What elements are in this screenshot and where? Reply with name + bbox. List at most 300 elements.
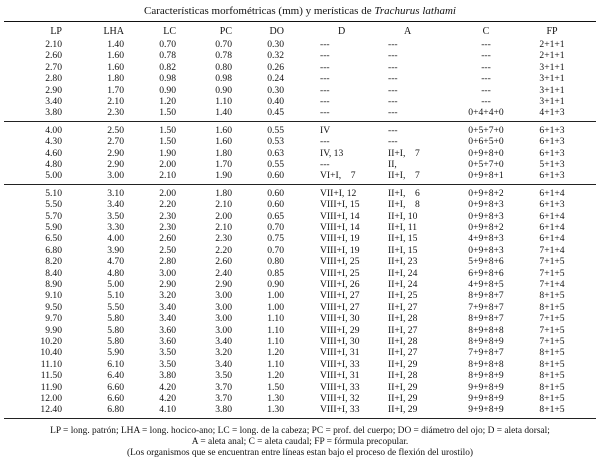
cell-lha: 1.40	[107, 39, 124, 50]
table-row	[0, 325, 600, 336]
table-row	[0, 290, 600, 301]
table-row	[0, 199, 600, 210]
cell-do: 0.60	[267, 187, 284, 199]
cell-c: 0+9+8+0	[468, 147, 504, 159]
cell-a: II+I, 28	[388, 313, 418, 325]
cell-do: 0.60	[267, 199, 284, 211]
cell-c: 0+6+5+0	[468, 136, 504, 148]
cell-pc: 1.60	[215, 124, 232, 136]
cell-lha: 6.60	[107, 393, 124, 404]
cell-lc: 0.82	[159, 61, 176, 73]
cell-lp: 10.40	[40, 347, 62, 359]
table-row	[0, 347, 600, 358]
cell-c: ---	[481, 96, 491, 107]
cell-lp: 4.00	[45, 124, 62, 136]
cell-do: 0.30	[267, 39, 284, 50]
header-d: D	[338, 26, 346, 37]
cell-lp: 5.00	[45, 170, 62, 182]
cell-c: 0+4+4+0	[468, 107, 504, 119]
table-row	[0, 313, 600, 324]
cell-lp: 6.50	[45, 233, 62, 245]
cell-a: II+I, 29	[388, 381, 418, 393]
group-separator-rule	[4, 184, 596, 185]
cell-d: ---	[320, 136, 330, 148]
cell-pc: 3.00	[215, 313, 232, 325]
cell-d: VI+I, 7	[320, 170, 356, 182]
cell-fp: 3+1+1	[539, 73, 565, 85]
cell-lp: 2.90	[45, 84, 62, 96]
cell-lha: 1.70	[107, 84, 124, 96]
cell-do: 0.60	[267, 170, 284, 182]
cell-lha: 2.90	[107, 159, 124, 170]
cell-pc: 3.40	[215, 336, 232, 347]
cell-fp: 8+1+5	[539, 358, 565, 370]
cell-d: VIII+I, 31	[320, 370, 360, 382]
cell-pc: 3.20	[215, 347, 232, 359]
cell-do: 0.75	[267, 233, 284, 245]
cell-c: 8+9+8+8	[468, 358, 504, 370]
cell-lp: 4.60	[45, 147, 62, 159]
cell-lc: 3.80	[159, 370, 176, 382]
cell-a: II+I, 24	[388, 267, 418, 279]
cell-lc: 2.00	[159, 187, 176, 199]
cell-lha: 2.30	[107, 107, 124, 119]
header-do: DO	[269, 26, 284, 37]
cell-pc: 1.80	[215, 187, 232, 199]
cell-lc: 4.20	[159, 393, 176, 404]
cell-do: 0.80	[267, 256, 284, 268]
cell-lha: 6.60	[107, 381, 124, 393]
table-row	[0, 233, 600, 244]
table-row	[0, 382, 600, 393]
cell-fp: 7+1+4	[539, 279, 565, 290]
cell-lha: 5.90	[107, 347, 124, 359]
cell-lp: 2.80	[45, 73, 62, 85]
table-row	[0, 268, 600, 279]
header-a: A	[404, 26, 412, 37]
cell-pc: 0.78	[215, 50, 232, 62]
cell-do: 0.53	[267, 136, 284, 148]
cell-fp: 6+1+4	[539, 210, 565, 222]
cell-a: ---	[388, 39, 398, 50]
cell-pc: 2.40	[215, 267, 232, 279]
cell-c: 7+9+8+7	[468, 301, 504, 313]
cell-lha: 2.50	[107, 124, 124, 136]
cell-pc: 0.90	[215, 84, 232, 96]
cell-do: 1.10	[267, 358, 284, 370]
cell-lc: 2.60	[159, 233, 176, 245]
cell-fp: 2+1+1	[539, 50, 565, 62]
cell-pc: 2.10	[215, 222, 232, 233]
cell-lc: 4.20	[159, 381, 176, 393]
cell-d: VIII+I, 32	[320, 393, 360, 404]
cell-d: VIII+I, 19	[320, 244, 360, 256]
cell-lp: 9.70	[45, 313, 62, 325]
header-lha: LHA	[103, 26, 124, 37]
cell-d: VIII+I, 26	[320, 279, 360, 290]
cell-fp: 6+1+4	[539, 233, 565, 245]
cell-c: 0+5+7+0	[468, 159, 504, 170]
cell-a: II+I, 27	[388, 347, 418, 359]
table-row	[0, 256, 600, 267]
cell-pc: 1.70	[215, 159, 232, 170]
cell-lc: 0.90	[159, 84, 176, 96]
cell-do: 0.90	[267, 279, 284, 290]
cell-lc: 1.90	[159, 147, 176, 159]
cell-d: VII+I, 12	[320, 187, 357, 199]
cell-pc: 2.00	[215, 210, 232, 222]
cell-lp: 5.50	[45, 199, 62, 211]
cell-fp: 6+1+4	[539, 222, 565, 233]
cell-fp: 7+1+5	[539, 313, 565, 325]
cell-do: 0.70	[267, 244, 284, 256]
cell-pc: 1.10	[215, 96, 232, 107]
cell-lp: 4.30	[45, 136, 62, 148]
table-row	[0, 39, 600, 50]
species-name: Trachurus lathami	[374, 5, 456, 17]
table-row	[0, 85, 600, 96]
cell-c: 8+9+8+9	[468, 336, 504, 347]
cell-d: VIII+I, 25	[320, 256, 360, 268]
cell-lp: 11.10	[40, 358, 62, 370]
cell-lc: 4.10	[159, 404, 176, 416]
cell-lc: 3.00	[159, 267, 176, 279]
cell-do: 0.63	[267, 147, 284, 159]
cell-lha: 6.40	[107, 370, 124, 382]
table-row	[0, 62, 600, 73]
cell-lha: 4.00	[107, 233, 124, 245]
cell-lc: 2.10	[159, 170, 176, 182]
cell-a: ---	[388, 84, 398, 96]
cell-a: II+I, 7	[388, 147, 420, 159]
cell-a: II+I, 11	[388, 222, 418, 233]
cell-lc: 3.40	[159, 313, 176, 325]
cell-d: VIII+I, 14	[320, 222, 360, 233]
cell-c: 7+9+8+7	[468, 347, 504, 359]
cell-lha: 3.10	[107, 187, 124, 199]
cell-lp: 10.20	[40, 336, 62, 347]
table-row	[0, 107, 600, 118]
cell-fp: 8+1+5	[539, 381, 565, 393]
table-row	[0, 50, 600, 61]
table-row	[0, 404, 600, 415]
cell-lha: 3.50	[107, 210, 124, 222]
cell-pc: 2.10	[215, 199, 232, 211]
cell-pc: 3.00	[215, 290, 232, 302]
cell-pc: 2.20	[215, 244, 232, 256]
cell-a: II+I, 29	[388, 393, 418, 404]
cell-lp: 4.80	[45, 159, 62, 170]
cell-lp: 5.10	[45, 187, 62, 199]
cell-lc: 3.50	[159, 358, 176, 370]
cell-a: II,	[388, 159, 397, 170]
cell-lc: 2.30	[159, 222, 176, 233]
cell-d: VIII+I, 33	[320, 381, 360, 393]
cell-a: ---	[388, 61, 398, 73]
cell-d: VIII+I, 27	[320, 301, 360, 313]
cell-c: 9+9+8+9	[468, 404, 504, 416]
cell-d: IV	[320, 124, 331, 136]
cell-lp: 8.20	[45, 256, 62, 268]
cell-lp: 3.80	[45, 107, 62, 119]
header-fp: FP	[546, 26, 558, 37]
cell-lha: 2.10	[107, 96, 124, 107]
cell-pc: 3.70	[215, 381, 232, 393]
cell-lp: 5.90	[45, 222, 62, 233]
cell-lha: 6.80	[107, 404, 124, 416]
cell-do: 0.40	[267, 96, 284, 107]
header-lp: LP	[50, 26, 62, 37]
cell-fp: 8+1+5	[539, 347, 565, 359]
cell-do: 1.30	[267, 393, 284, 404]
cell-lp: 3.40	[45, 96, 62, 107]
table-row	[0, 370, 600, 381]
cell-lc: 2.50	[159, 244, 176, 256]
cell-lp: 12.00	[40, 393, 62, 404]
header-c: C	[482, 26, 490, 37]
cell-a: ---	[388, 136, 398, 148]
cell-fp: 6+1+3	[539, 136, 565, 148]
table-row	[0, 359, 600, 370]
cell-c: ---	[481, 73, 491, 85]
group-separator-rule	[4, 121, 596, 122]
table-row	[0, 188, 600, 199]
cell-c: ---	[481, 61, 491, 73]
cell-lha: 1.60	[107, 50, 124, 62]
cell-lc: 2.20	[159, 199, 176, 211]
cell-a: II+I, 28	[388, 370, 418, 382]
cell-c: 9+9+8+9	[468, 393, 504, 404]
cell-do: 1.20	[267, 347, 284, 359]
cell-d: ---	[320, 39, 330, 50]
cell-fp: 7+1+5	[539, 324, 565, 336]
cell-lc: 0.98	[159, 73, 176, 85]
cell-pc: 2.30	[215, 233, 232, 245]
cell-lha: 4.70	[107, 256, 124, 268]
cell-a: II+I, 27	[388, 324, 418, 336]
cell-d: IV, 13	[320, 147, 344, 159]
cell-lp: 6.80	[45, 244, 62, 256]
cell-fp: 7+1+4	[539, 244, 565, 256]
cell-lp: 11.90	[40, 381, 62, 393]
table-row	[0, 73, 600, 84]
cell-a: ---	[388, 73, 398, 85]
cell-c: 0+9+8+3	[468, 244, 504, 256]
cell-lp: 2.10	[45, 39, 62, 50]
cell-c: 4+9+8+5	[468, 279, 504, 290]
cell-pc: 3.50	[215, 370, 232, 382]
cell-pc: 1.40	[215, 107, 232, 119]
cell-lp: 9.90	[45, 324, 62, 336]
cell-c: 0+9+8+1	[468, 170, 504, 182]
cell-a: ---	[388, 124, 398, 136]
cell-lc: 2.80	[159, 256, 176, 268]
cell-d: VIII+I, 15	[320, 199, 360, 211]
cell-pc: 1.90	[215, 170, 232, 182]
cell-fp: 6+1+3	[539, 170, 565, 182]
table-row	[0, 336, 600, 347]
cell-a: II+I, 24	[388, 279, 418, 290]
footnote-line: (Los organismos que se encuentran entre líneas estan bajo el proceso de flexión del urostilo)	[126, 447, 474, 458]
cell-lha: 5.80	[107, 336, 124, 347]
table-row	[0, 170, 600, 181]
cell-d: VIII+I, 30	[320, 313, 360, 325]
table-row	[0, 222, 600, 233]
cell-a: II+I, 27	[388, 301, 418, 313]
table-row	[0, 125, 600, 136]
cell-lha: 4.80	[107, 267, 124, 279]
cell-lp: 12.40	[40, 404, 62, 416]
cell-do: 1.30	[267, 404, 284, 416]
cell-do: 0.24	[267, 73, 284, 85]
cell-a: ---	[388, 107, 398, 119]
cell-lp: 2.60	[45, 50, 62, 62]
cell-lc: 2.00	[159, 159, 176, 170]
cell-lha: 1.60	[107, 61, 124, 73]
cell-pc: 3.40	[215, 358, 232, 370]
cell-do: 0.65	[267, 210, 284, 222]
cell-lc: 1.50	[159, 107, 176, 119]
table-row	[0, 148, 600, 159]
cell-pc: 0.70	[215, 39, 232, 50]
cell-d: VIII+I, 14	[320, 210, 360, 222]
cell-lha: 2.70	[107, 136, 124, 148]
cell-c: 8+9+8+9	[468, 370, 504, 382]
cell-a: II+I, 8	[388, 199, 420, 211]
cell-fp: 7+1+5	[539, 256, 565, 268]
cell-lp: 8.40	[45, 267, 62, 279]
cell-fp: 5+1+3	[539, 159, 565, 170]
cell-do: 1.10	[267, 324, 284, 336]
table-row	[0, 302, 600, 313]
cell-c: ---	[481, 50, 491, 62]
cell-fp: 8+1+5	[539, 404, 565, 416]
cell-fp: 6+1+3	[539, 147, 565, 159]
cell-lc: 3.40	[159, 301, 176, 313]
cell-fp: 8+1+5	[539, 370, 565, 382]
cell-c: 0+9+8+3	[468, 199, 504, 211]
cell-fp: 7+1+5	[539, 336, 565, 347]
table-row	[0, 136, 600, 147]
table-row	[0, 245, 600, 256]
cell-d: ---	[320, 159, 330, 170]
cell-do: 1.20	[267, 370, 284, 382]
cell-c: 0+9+8+2	[468, 222, 504, 233]
cell-c: 0+5+7+0	[468, 124, 504, 136]
cell-fp: 3+1+1	[539, 84, 565, 96]
header-pc: PC	[219, 26, 232, 37]
cell-lha: 2.90	[107, 147, 124, 159]
cell-lha: 5.00	[107, 279, 124, 290]
cell-c: 8+9+8+7	[468, 313, 504, 325]
cell-d: ---	[320, 96, 330, 107]
table-row	[0, 96, 600, 107]
cell-a: II+I, 7	[388, 170, 420, 182]
cell-do: 0.26	[267, 61, 284, 73]
cell-c: 9+9+8+9	[468, 381, 504, 393]
cell-a: II+I, 10	[388, 210, 418, 222]
cell-pc: 1.80	[215, 147, 232, 159]
cell-c: 6+9+8+6	[468, 267, 504, 279]
cell-lc: 3.60	[159, 336, 176, 347]
cell-pc: 3.80	[215, 404, 232, 416]
footnote-line: LP = long. patrón; LHA = long. hocico-ano; LC = long. de la cabeza; PC = prof. del cuerpo; DO = diámetro del ojo; D = aleta dorsal;	[50, 425, 550, 436]
cell-do: 1.00	[267, 290, 284, 302]
table-row	[0, 393, 600, 404]
cell-lp: 9.50	[45, 301, 62, 313]
table-title	[0, 5, 600, 17]
cell-d: ---	[320, 107, 330, 119]
cell-a: II+I, 28	[388, 336, 418, 347]
cell-a: ---	[388, 50, 398, 62]
cell-d: VIII+I, 25	[320, 267, 360, 279]
cell-lc: 1.50	[159, 124, 176, 136]
cell-lha: 6.10	[107, 358, 124, 370]
cell-lc: 2.30	[159, 210, 176, 222]
cell-pc: 0.80	[215, 61, 232, 73]
cell-lc: 3.60	[159, 324, 176, 336]
cell-d: VIII+I, 29	[320, 324, 360, 336]
table-row	[0, 211, 600, 222]
cell-pc: 1.60	[215, 136, 232, 148]
cell-d: VIII+I, 33	[320, 404, 360, 416]
cell-pc: 3.70	[215, 393, 232, 404]
cell-do: 0.45	[267, 107, 284, 119]
cell-fp: 7+1+5	[539, 267, 565, 279]
cell-do: 0.55	[267, 124, 284, 136]
cell-fp: 3+1+1	[539, 61, 565, 73]
cell-fp: 8+1+5	[539, 301, 565, 313]
cell-fp: 8+1+5	[539, 393, 565, 404]
cell-do: 0.55	[267, 159, 284, 170]
cell-fp: 6+1+3	[539, 124, 565, 136]
cell-lha: 5.80	[107, 324, 124, 336]
cell-a: II+I, 25	[388, 290, 418, 302]
cell-c: ---	[481, 84, 491, 96]
cell-fp: 2+1+1	[539, 39, 565, 50]
cell-c: ---	[481, 39, 491, 50]
cell-d: VIII+I, 33	[320, 358, 360, 370]
cell-lc: 3.20	[159, 290, 176, 302]
cell-do: 1.00	[267, 301, 284, 313]
cell-fp: 8+1+5	[539, 290, 565, 302]
cell-do: 0.30	[267, 84, 284, 96]
cell-lc: 1.50	[159, 136, 176, 148]
cell-lc: 0.78	[159, 50, 176, 62]
cell-lp: 11.50	[40, 370, 62, 382]
cell-d: VIII+I, 27	[320, 290, 360, 302]
cell-lp: 5.70	[45, 210, 62, 222]
cell-fp: 6+1+3	[539, 199, 565, 211]
cell-lha: 5.50	[107, 301, 124, 313]
cell-d: VIII+I, 19	[320, 233, 360, 245]
cell-pc: 3.00	[215, 301, 232, 313]
cell-fp: 6+1+4	[539, 187, 565, 199]
cell-a: II+I, 15	[388, 244, 418, 256]
cell-pc: 0.98	[215, 73, 232, 85]
cell-lha: 5.10	[107, 290, 124, 302]
cell-lp: 8.90	[45, 279, 62, 290]
cell-lc: 2.90	[159, 279, 176, 290]
cell-a: II+I, 29	[388, 358, 418, 370]
cell-pc: 2.90	[215, 279, 232, 290]
cell-c: 4+9+8+3	[468, 233, 504, 245]
cell-a: II+I, 15	[388, 233, 418, 245]
header-lc: LC	[163, 26, 176, 37]
table-title-text: Características morfométricas (mm) y merísticas de	[144, 5, 375, 17]
cell-do: 0.85	[267, 267, 284, 279]
table-row	[0, 159, 600, 170]
